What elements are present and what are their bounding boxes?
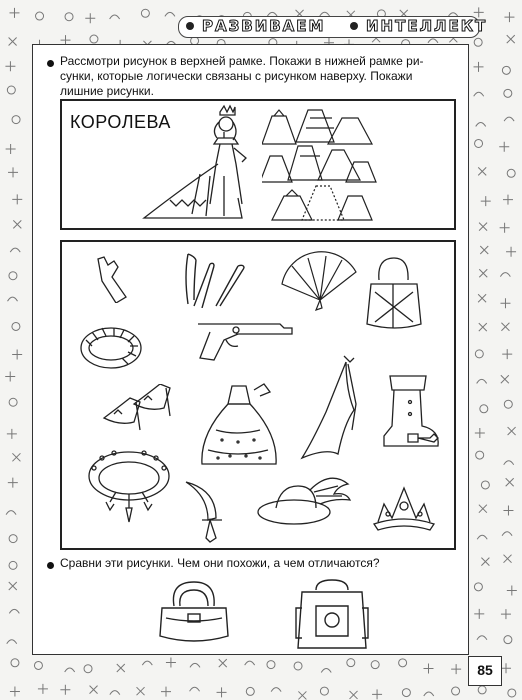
doodle-arc xyxy=(142,661,152,665)
doodle-star xyxy=(423,664,433,674)
doodle-sun xyxy=(480,405,488,413)
doodle-sun xyxy=(294,662,302,670)
glove-icon xyxy=(92,255,138,303)
doodle-cross xyxy=(9,38,17,46)
doodle-sun xyxy=(504,636,512,644)
doodle-sun xyxy=(36,12,44,20)
page-number-box xyxy=(468,656,502,686)
doodle-cross xyxy=(479,323,487,331)
doodle-cross xyxy=(12,453,20,461)
doodle-star xyxy=(5,61,15,71)
doodle-sun xyxy=(9,272,17,280)
doodle-arc xyxy=(502,532,512,536)
doodle-sun xyxy=(502,66,510,74)
doodle-star xyxy=(12,194,22,204)
tiara-icon xyxy=(370,482,438,532)
ball-gown-icon xyxy=(198,380,280,468)
doodle-star xyxy=(501,663,511,673)
doodle-arc xyxy=(477,535,487,539)
doodle-star xyxy=(7,429,17,439)
doodle-cross xyxy=(137,687,145,695)
doodle-cross xyxy=(90,686,98,694)
doodle-arc xyxy=(10,248,20,252)
doodle-sun xyxy=(475,350,483,358)
doodle-star xyxy=(451,664,461,674)
doodle-arc xyxy=(245,661,255,665)
doodle-sun xyxy=(508,689,516,697)
saber-icon xyxy=(180,478,234,544)
doodle-sun xyxy=(504,89,512,97)
doodle-arc xyxy=(424,692,434,696)
doodle-star xyxy=(474,62,484,72)
doodle-arc xyxy=(190,687,200,691)
doodle-star xyxy=(500,223,510,233)
doodle-sun xyxy=(84,665,92,673)
doodle-cross xyxy=(480,246,488,254)
doodle-cross xyxy=(350,691,358,699)
page-number: 85 xyxy=(477,662,493,678)
task1-line3: лишние рисунки. xyxy=(60,84,154,98)
doodle-star xyxy=(474,609,484,619)
doodle-cross xyxy=(117,664,125,672)
doodle-sun xyxy=(34,661,42,669)
doodle-sun xyxy=(65,13,73,21)
doodle-star xyxy=(502,349,512,359)
doodle-cross xyxy=(501,323,509,331)
doodle-arc xyxy=(504,461,514,465)
doodle-sun xyxy=(504,400,512,408)
doodle-arc xyxy=(110,691,120,695)
doodle-star xyxy=(60,685,70,695)
doodle-sun xyxy=(507,169,515,177)
doodle-sun xyxy=(452,687,460,695)
doodle-arc xyxy=(110,15,120,19)
doodle-sun xyxy=(475,139,483,147)
pistol-icon xyxy=(190,318,298,364)
high-heel-shoes-icon xyxy=(100,384,174,434)
doodle-cross xyxy=(501,375,509,383)
doodle-star xyxy=(9,8,19,18)
handbag-icon xyxy=(158,580,230,646)
necklace-icon xyxy=(84,448,174,528)
doodle-star xyxy=(8,167,18,177)
hand-fan-icon xyxy=(278,250,360,312)
doodle-cross xyxy=(9,582,17,590)
doodle-sun xyxy=(478,686,486,694)
doll-dresses-icon xyxy=(262,106,382,224)
task2-bullet xyxy=(47,562,54,569)
doodle-sun xyxy=(12,116,20,124)
doodle-star xyxy=(503,195,513,205)
doodle-star xyxy=(166,658,176,668)
doodle-arc xyxy=(500,273,510,277)
doodle-cross xyxy=(478,167,486,175)
doodle-arc xyxy=(6,511,16,515)
doodle-star xyxy=(499,142,509,152)
task2-text: Сравни эти рисунки. Чем они похожи, а чем отличаются? xyxy=(60,556,380,570)
doodle-sun xyxy=(9,398,17,406)
doodle-sun xyxy=(399,659,407,667)
doodle-star xyxy=(8,478,18,488)
doodle-star xyxy=(5,371,15,381)
doodle-arc xyxy=(7,640,17,644)
doodle-arc xyxy=(477,379,487,383)
doodle-arc xyxy=(165,12,175,16)
task1-line1: Рассмотри рисунок в верхней рамке. Покажи в нижней рамке ри- xyxy=(60,54,424,68)
doodle-cross xyxy=(479,223,487,231)
doodle-arc xyxy=(476,122,486,126)
doodle-arc xyxy=(504,117,514,121)
doodle-arc xyxy=(474,92,484,96)
doodle-sun xyxy=(7,86,15,94)
doodle-cross xyxy=(504,555,512,563)
doodle-star xyxy=(12,350,22,360)
header-word-develop: РАЗВИВАЕМ xyxy=(202,17,326,35)
doodle-star xyxy=(500,298,510,308)
doodle-star xyxy=(372,689,382,699)
doodle-star xyxy=(217,687,227,697)
doodle-arc xyxy=(477,636,487,640)
doodle-star xyxy=(475,428,485,438)
doodle-cross xyxy=(219,659,227,667)
boot-icon xyxy=(378,372,446,454)
backpack-icon xyxy=(292,578,372,654)
doodle-cross xyxy=(507,35,515,43)
doodle-cross xyxy=(298,691,306,699)
doodle-sun xyxy=(246,687,254,695)
doodle-cross xyxy=(479,269,487,277)
header-banner xyxy=(178,10,488,40)
doodle-star xyxy=(38,684,48,694)
doodle-arc xyxy=(9,609,19,613)
task1-line2: сунки, которые логически связаны с рисунком наверху. Покажи xyxy=(60,69,413,83)
doodle-arc xyxy=(321,669,331,673)
doodle-sun xyxy=(474,583,482,591)
doodle-star xyxy=(507,586,517,596)
doodle-star xyxy=(501,609,511,619)
queen-label: КОРОЛЕВА xyxy=(70,112,171,132)
doodle-sun xyxy=(320,687,328,695)
doodle-arc xyxy=(271,688,281,692)
doodle-sun xyxy=(347,659,355,667)
doodle-star xyxy=(6,144,16,154)
doodle-sun xyxy=(12,322,20,330)
header-dot xyxy=(350,22,358,30)
doodle-sun xyxy=(9,561,17,569)
doodle-cross xyxy=(479,505,487,513)
doodle-cross xyxy=(506,478,514,486)
veil-icon xyxy=(298,352,366,462)
doodle-star xyxy=(85,13,95,23)
task1-bullet xyxy=(47,60,54,67)
doodle-sun xyxy=(90,35,98,43)
doodle-cross xyxy=(508,427,516,435)
doodle-sun xyxy=(267,661,275,669)
header-word-intellect: ИНТЕЛЛЕКТ xyxy=(366,17,488,35)
doodle-arc xyxy=(65,668,75,672)
queen-in-gown-icon xyxy=(140,104,250,222)
doodle-sun xyxy=(371,661,379,669)
doodle-sun xyxy=(402,689,410,697)
plumed-hat-icon xyxy=(254,472,354,530)
doodle-arc xyxy=(8,297,18,301)
handbag-icon xyxy=(365,256,423,332)
doodle-cross xyxy=(481,558,489,566)
doodle-cross xyxy=(478,294,486,302)
doodle-star xyxy=(506,247,516,257)
doodle-sun xyxy=(11,659,19,667)
hairpins-icon xyxy=(180,250,258,308)
doodle-sun xyxy=(476,451,484,459)
doodle-sun xyxy=(9,535,17,543)
doodle-arc xyxy=(190,663,200,667)
doodle-star xyxy=(161,687,171,697)
doodle-cross xyxy=(13,220,21,228)
doodle-star xyxy=(481,196,491,206)
doodle-sun xyxy=(141,9,149,17)
doodle-sun xyxy=(481,481,489,489)
doodle-star xyxy=(503,506,513,516)
header-dot xyxy=(186,22,194,30)
doodle-star xyxy=(10,686,20,696)
doodle-star xyxy=(504,12,514,22)
bracelet-icon xyxy=(78,322,144,372)
